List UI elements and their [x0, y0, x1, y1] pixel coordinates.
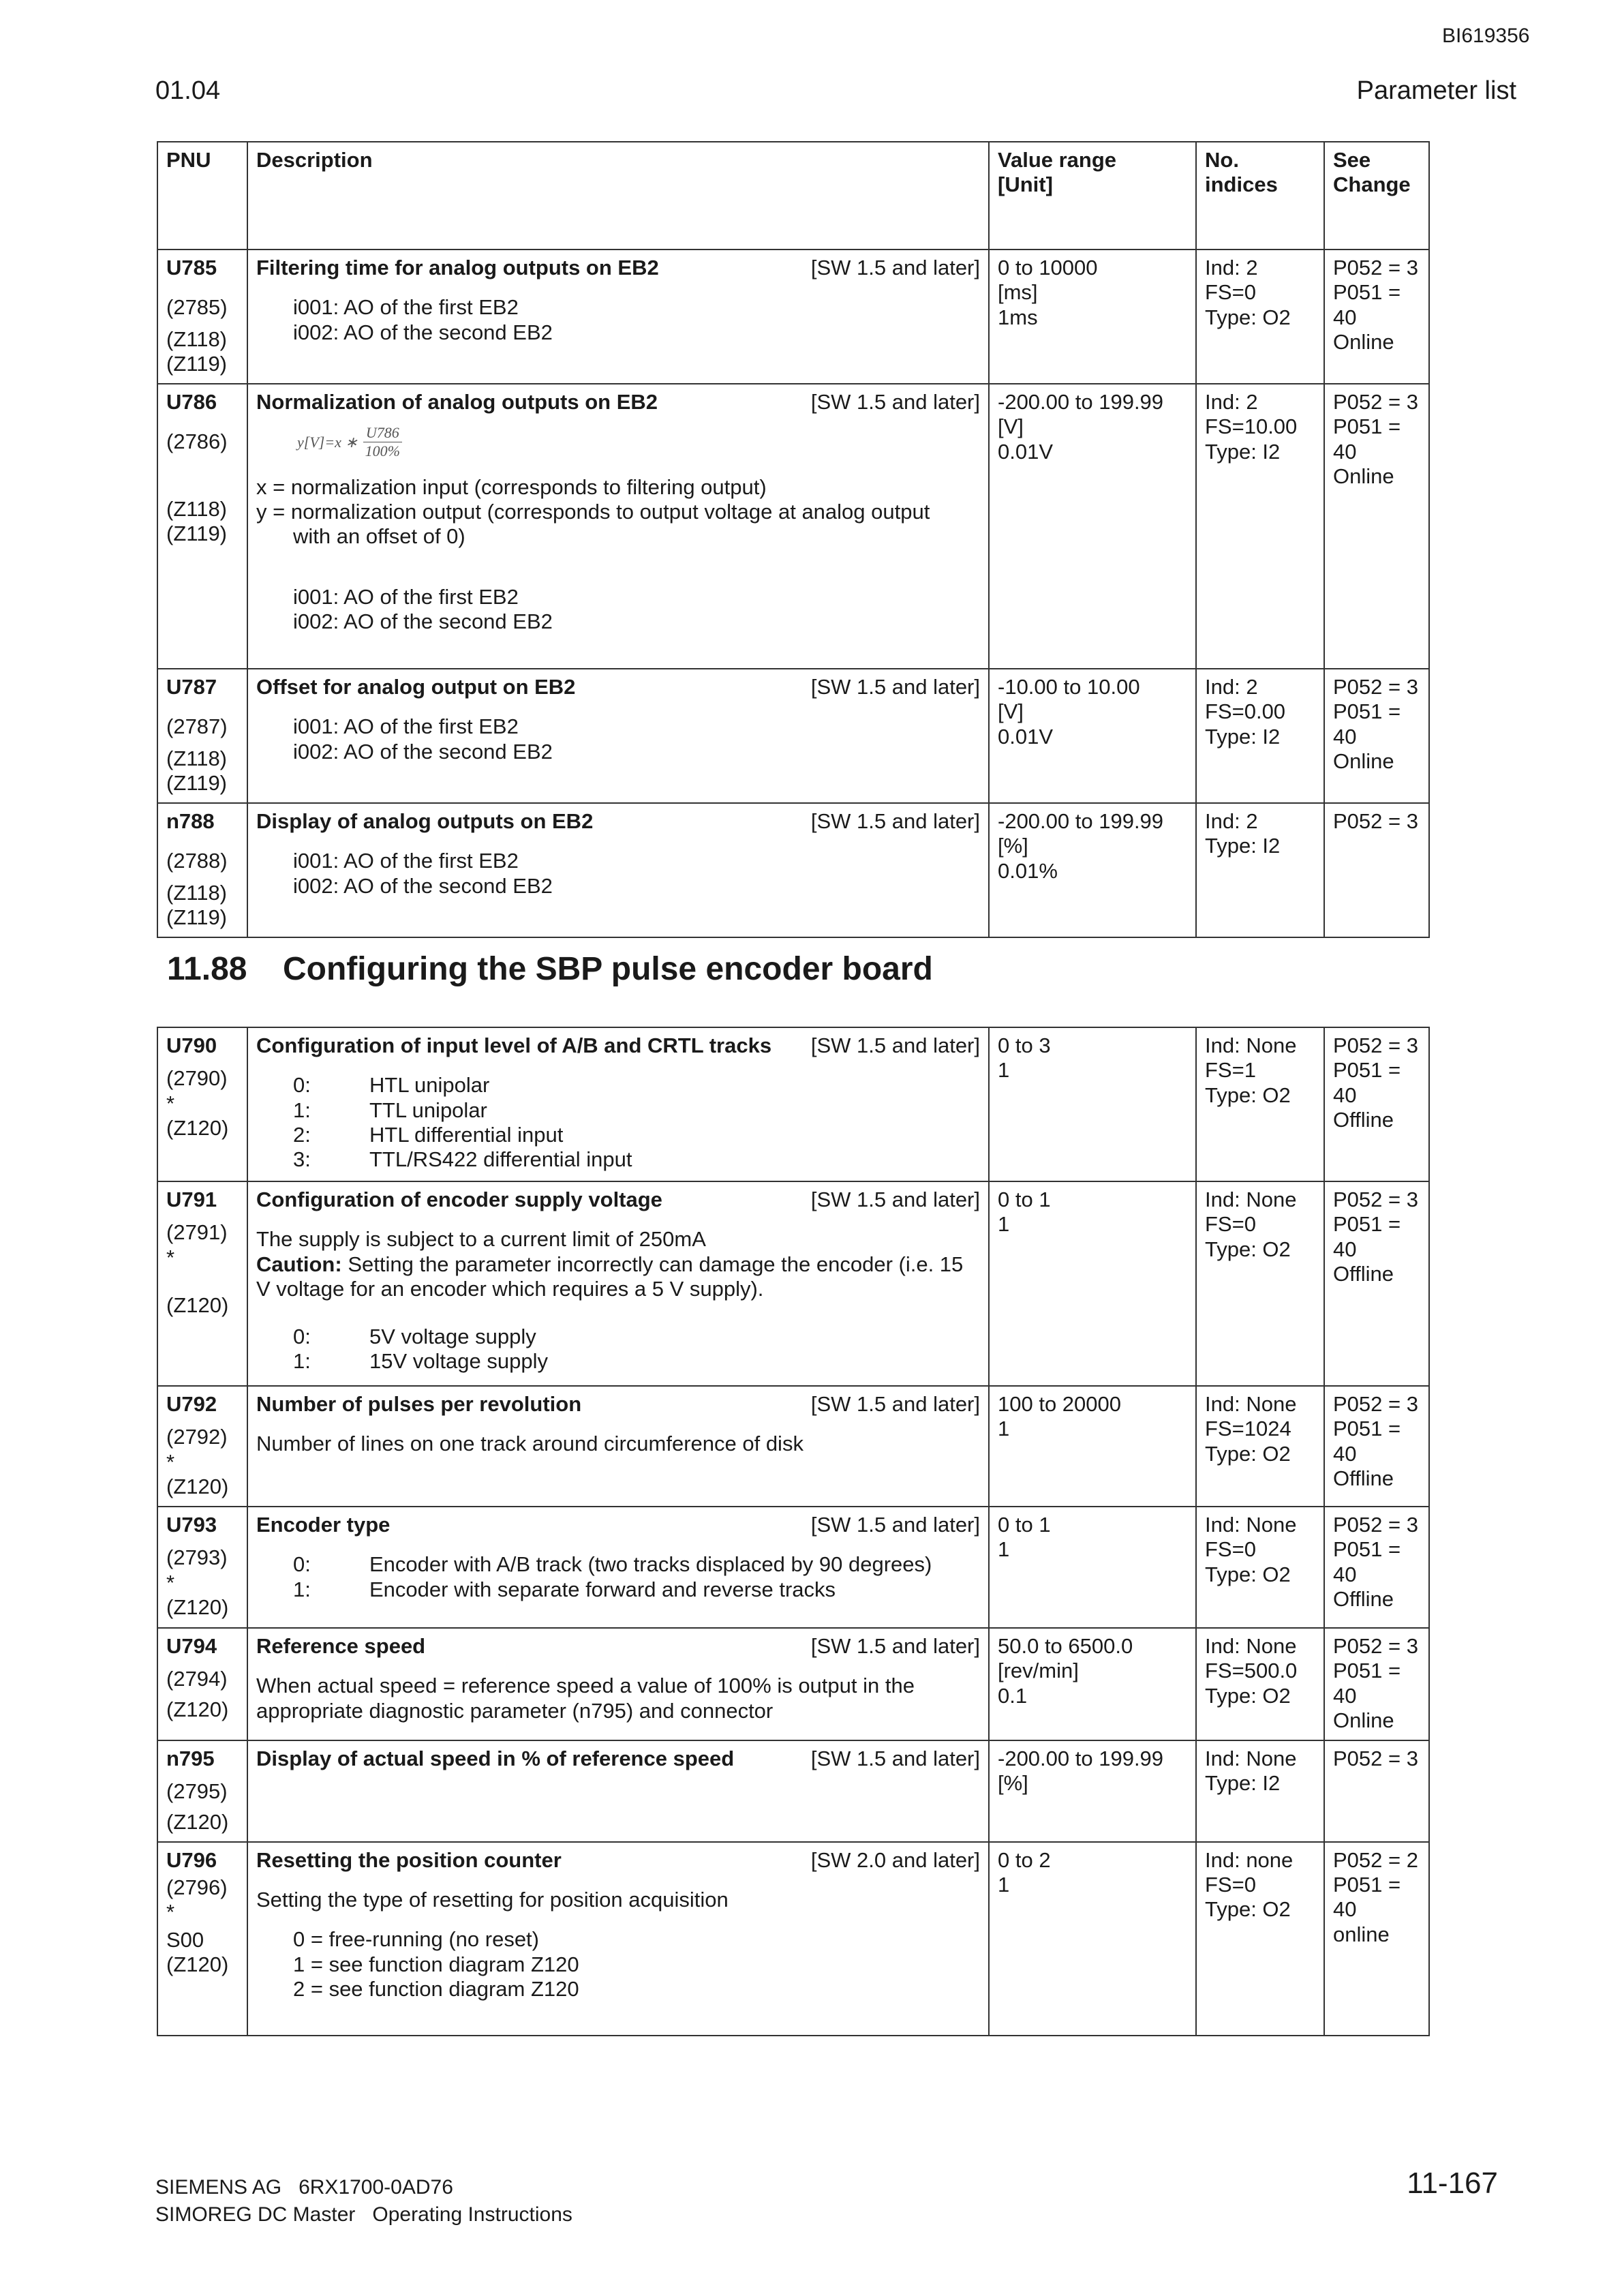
pnu-cell: U791 (2791) * (Z120) — [157, 1181, 247, 1386]
description-cell: Offset for analog output on EB2 [SW 1.5 and later] i001: AO of the first EB2 i002: AO of the second EB2 — [247, 669, 989, 803]
section-heading — [167, 950, 933, 988]
see-change-cell: P052 = 3 — [1324, 803, 1429, 937]
indices-cell: Ind: None FS=1 Type: O2 — [1196, 1027, 1324, 1181]
see-change-cell: P052 = 3 P051 = 40 Online — [1324, 384, 1429, 669]
indices-cell: Ind: None Type: I2 — [1196, 1740, 1324, 1842]
indices-cell: Ind: None FS=1024 Type: O2 — [1196, 1386, 1324, 1507]
indices-cell: Ind: None FS=500.0 Type: O2 — [1196, 1628, 1324, 1740]
pnu-cell: U786 (2786) (Z118) (Z119) — [157, 384, 247, 669]
pnu-cell: n795 (2795) (Z120) — [157, 1740, 247, 1842]
footer-company-line — [155, 2176, 453, 2199]
footer-doc-type: Operating Instructions — [372, 2203, 572, 2226]
pnu-cell: U792 (2792) * (Z120) — [157, 1386, 247, 1507]
value-range-cell: 0 to 10000 [ms] 1ms — [989, 250, 1196, 384]
table-header-row — [157, 142, 1429, 250]
param-row-n795 — [157, 1740, 1429, 1842]
value-range-cell: -10.00 to 10.00 [V] 0.01V — [989, 669, 1196, 803]
indices-cell: Ind: 2 FS=0.00 Type: I2 — [1196, 669, 1324, 803]
param-row-u796 — [157, 1842, 1429, 2036]
col-header-description: Description — [247, 142, 989, 250]
header-title: Parameter list — [1356, 76, 1516, 105]
pnu-cell: U790 (2790) * (Z120) — [157, 1027, 247, 1181]
footer-product: SIMOREG DC Master — [155, 2203, 356, 2226]
description-cell: Resetting the position counter [SW 2.0 and later] Setting the type of resetting for position acquisition 0 = free-running (no reset) 1 = see function diagram Z120 2 = see function diagram Z120 — [247, 1842, 989, 2036]
col-header-see-change: See Change — [1324, 142, 1429, 250]
col-header-value-range: Value range [Unit] — [989, 142, 1196, 250]
description-cell: Display of actual speed in % of reference speed [SW 1.5 and later] — [247, 1740, 989, 1842]
value-range-cell: 0 to 1 1 — [989, 1181, 1196, 1386]
pnu-cell: n788 (2788) (Z118) (Z119) — [157, 803, 247, 937]
description-cell: Display of analog outputs on EB2 [SW 1.5 and later] i001: AO of the first EB2 i002: AO of the second EB2 — [247, 803, 989, 937]
param-row-u786 — [157, 384, 1429, 669]
col-header-pnu: PNU — [157, 142, 247, 250]
param-row-u792 — [157, 1386, 1429, 1507]
parameter-table-eb2 — [157, 141, 1430, 938]
footer-product-line — [155, 2203, 572, 2226]
document-id: BI619356 — [1442, 25, 1530, 47]
pnu-cell: U793 (2793) * (Z120) — [157, 1507, 247, 1628]
indices-cell: Ind: 2 FS=0 Type: O2 — [1196, 250, 1324, 384]
section-number: 11.88 — [167, 951, 247, 987]
indices-cell: Ind: None FS=0 Type: O2 — [1196, 1181, 1324, 1386]
description-cell: Filtering time for analog outputs on EB2 [SW 1.5 and later] i001: AO of the first EB2 i002: AO of the second EB2 — [247, 250, 989, 384]
description-cell: Number of pulses per revolution [SW 1.5 and later] Number of lines on one track around circumference of disk — [247, 1386, 989, 1507]
indices-cell: Ind: 2 Type: I2 — [1196, 803, 1324, 937]
value-range-cell: -200.00 to 199.99 [V] 0.01V — [989, 384, 1196, 669]
see-change-cell: P052 = 3 P051 = 40 Offline — [1324, 1027, 1429, 1181]
pnu-cell: U785 (2785) (Z118) (Z119) — [157, 250, 247, 384]
col-header-indices: No. indices — [1196, 142, 1324, 250]
indices-cell: Ind: None FS=0 Type: O2 — [1196, 1507, 1324, 1628]
indices-cell: Ind: 2 FS=10.00 Type: I2 — [1196, 384, 1324, 669]
header-version: 01.04 — [155, 76, 221, 105]
see-change-cell: P052 = 3 P051 = 40 Online — [1324, 669, 1429, 803]
description-cell: Configuration of input level of A/B and CRTL tracks [SW 1.5 and later] 0: HTL unipolar 1: TTL unipolar 2: HTL differential input 3: TTL/RS422 differential input — [247, 1027, 989, 1181]
pnu-cell: U794 (2794) (Z120) — [157, 1628, 247, 1740]
pnu-cell: U796 (2796) * S00 (Z120) — [157, 1842, 247, 2036]
param-row-u794 — [157, 1628, 1429, 1740]
normalization-formula: y[V]=x ∗ $\frac{U786}{100\%}$ — [256, 424, 980, 459]
footer-order-number: 6RX1700-0AD76 — [299, 2176, 453, 2199]
value-range-cell: -200.00 to 199.99 [%] — [989, 1740, 1196, 1842]
description-cell: Encoder type [SW 1.5 and later] 0: Encoder with A/B track (two tracks displaced by 90 degrees) 1: Encoder with separate forward and reverse tracks — [247, 1507, 989, 1628]
parameter-table-sbp — [157, 1027, 1430, 2036]
value-range-cell: 0 to 2 1 — [989, 1842, 1196, 2036]
param-row-u791 — [157, 1181, 1429, 1386]
param-row-u785 — [157, 250, 1429, 384]
see-change-cell: P052 = 3 P051 = 40 Online — [1324, 250, 1429, 384]
param-row-n788 — [157, 803, 1429, 937]
value-range-cell: -200.00 to 199.99 [%] 0.01% — [989, 803, 1196, 937]
see-change-cell: P052 = 3 P051 = 40 Offline — [1324, 1386, 1429, 1507]
param-row-u793 — [157, 1507, 1429, 1628]
see-change-cell: P052 = 3 P051 = 40 Offline — [1324, 1507, 1429, 1628]
description-cell: Configuration of encoder supply voltage [SW 1.5 and later] The supply is subject to a current limit of 250mA Caution: Setting the parameter incorrectly can damage the encoder (i.e. 15 V voltage for an encoder which requires a 5 V supply). 0: 5V voltage supply 1: 15V voltage supply — [247, 1181, 989, 1386]
indices-cell: Ind: none FS=0 Type: O2 — [1196, 1842, 1324, 2036]
value-range-cell: 0 to 1 1 — [989, 1507, 1196, 1628]
page-number: 11-167 — [1407, 2166, 1498, 2200]
value-range-cell: 50.0 to 6500.0 [rev/min] 0.1 — [989, 1628, 1196, 1740]
param-row-u787 — [157, 669, 1429, 803]
pnu-cell: U787 (2787) (Z118) (Z119) — [157, 669, 247, 803]
see-change-cell: P052 = 3 — [1324, 1740, 1429, 1842]
footer-company: SIEMENS AG — [155, 2176, 282, 2199]
see-change-cell: P052 = 2 P051 = 40 online — [1324, 1842, 1429, 2036]
value-range-cell: 0 to 3 1 — [989, 1027, 1196, 1181]
section-title: Configuring the SBP pulse encoder board — [283, 951, 933, 987]
description-cell: Reference speed [SW 1.5 and later] When actual speed = reference speed a value of 100% is output in the appropriate diagnostic parameter (n795) and connector — [247, 1628, 989, 1740]
see-change-cell: P052 = 3 P051 = 40 Offline — [1324, 1181, 1429, 1386]
description-cell: Normalization of analog outputs on EB2 [SW 1.5 and later] y[V]=x ∗ $\frac{U786}{100\%}$ x = normalization input (corresponds to filtering output) y = normalization output (corresponds to output voltage at analog output with an offset of 0) i001: AO of the first EB2 i002: AO of the second EB2 — [247, 384, 989, 669]
value-range-cell: 100 to 20000 1 — [989, 1386, 1196, 1507]
param-row-u790 — [157, 1027, 1429, 1181]
see-change-cell: P052 = 3 P051 = 40 Online — [1324, 1628, 1429, 1740]
